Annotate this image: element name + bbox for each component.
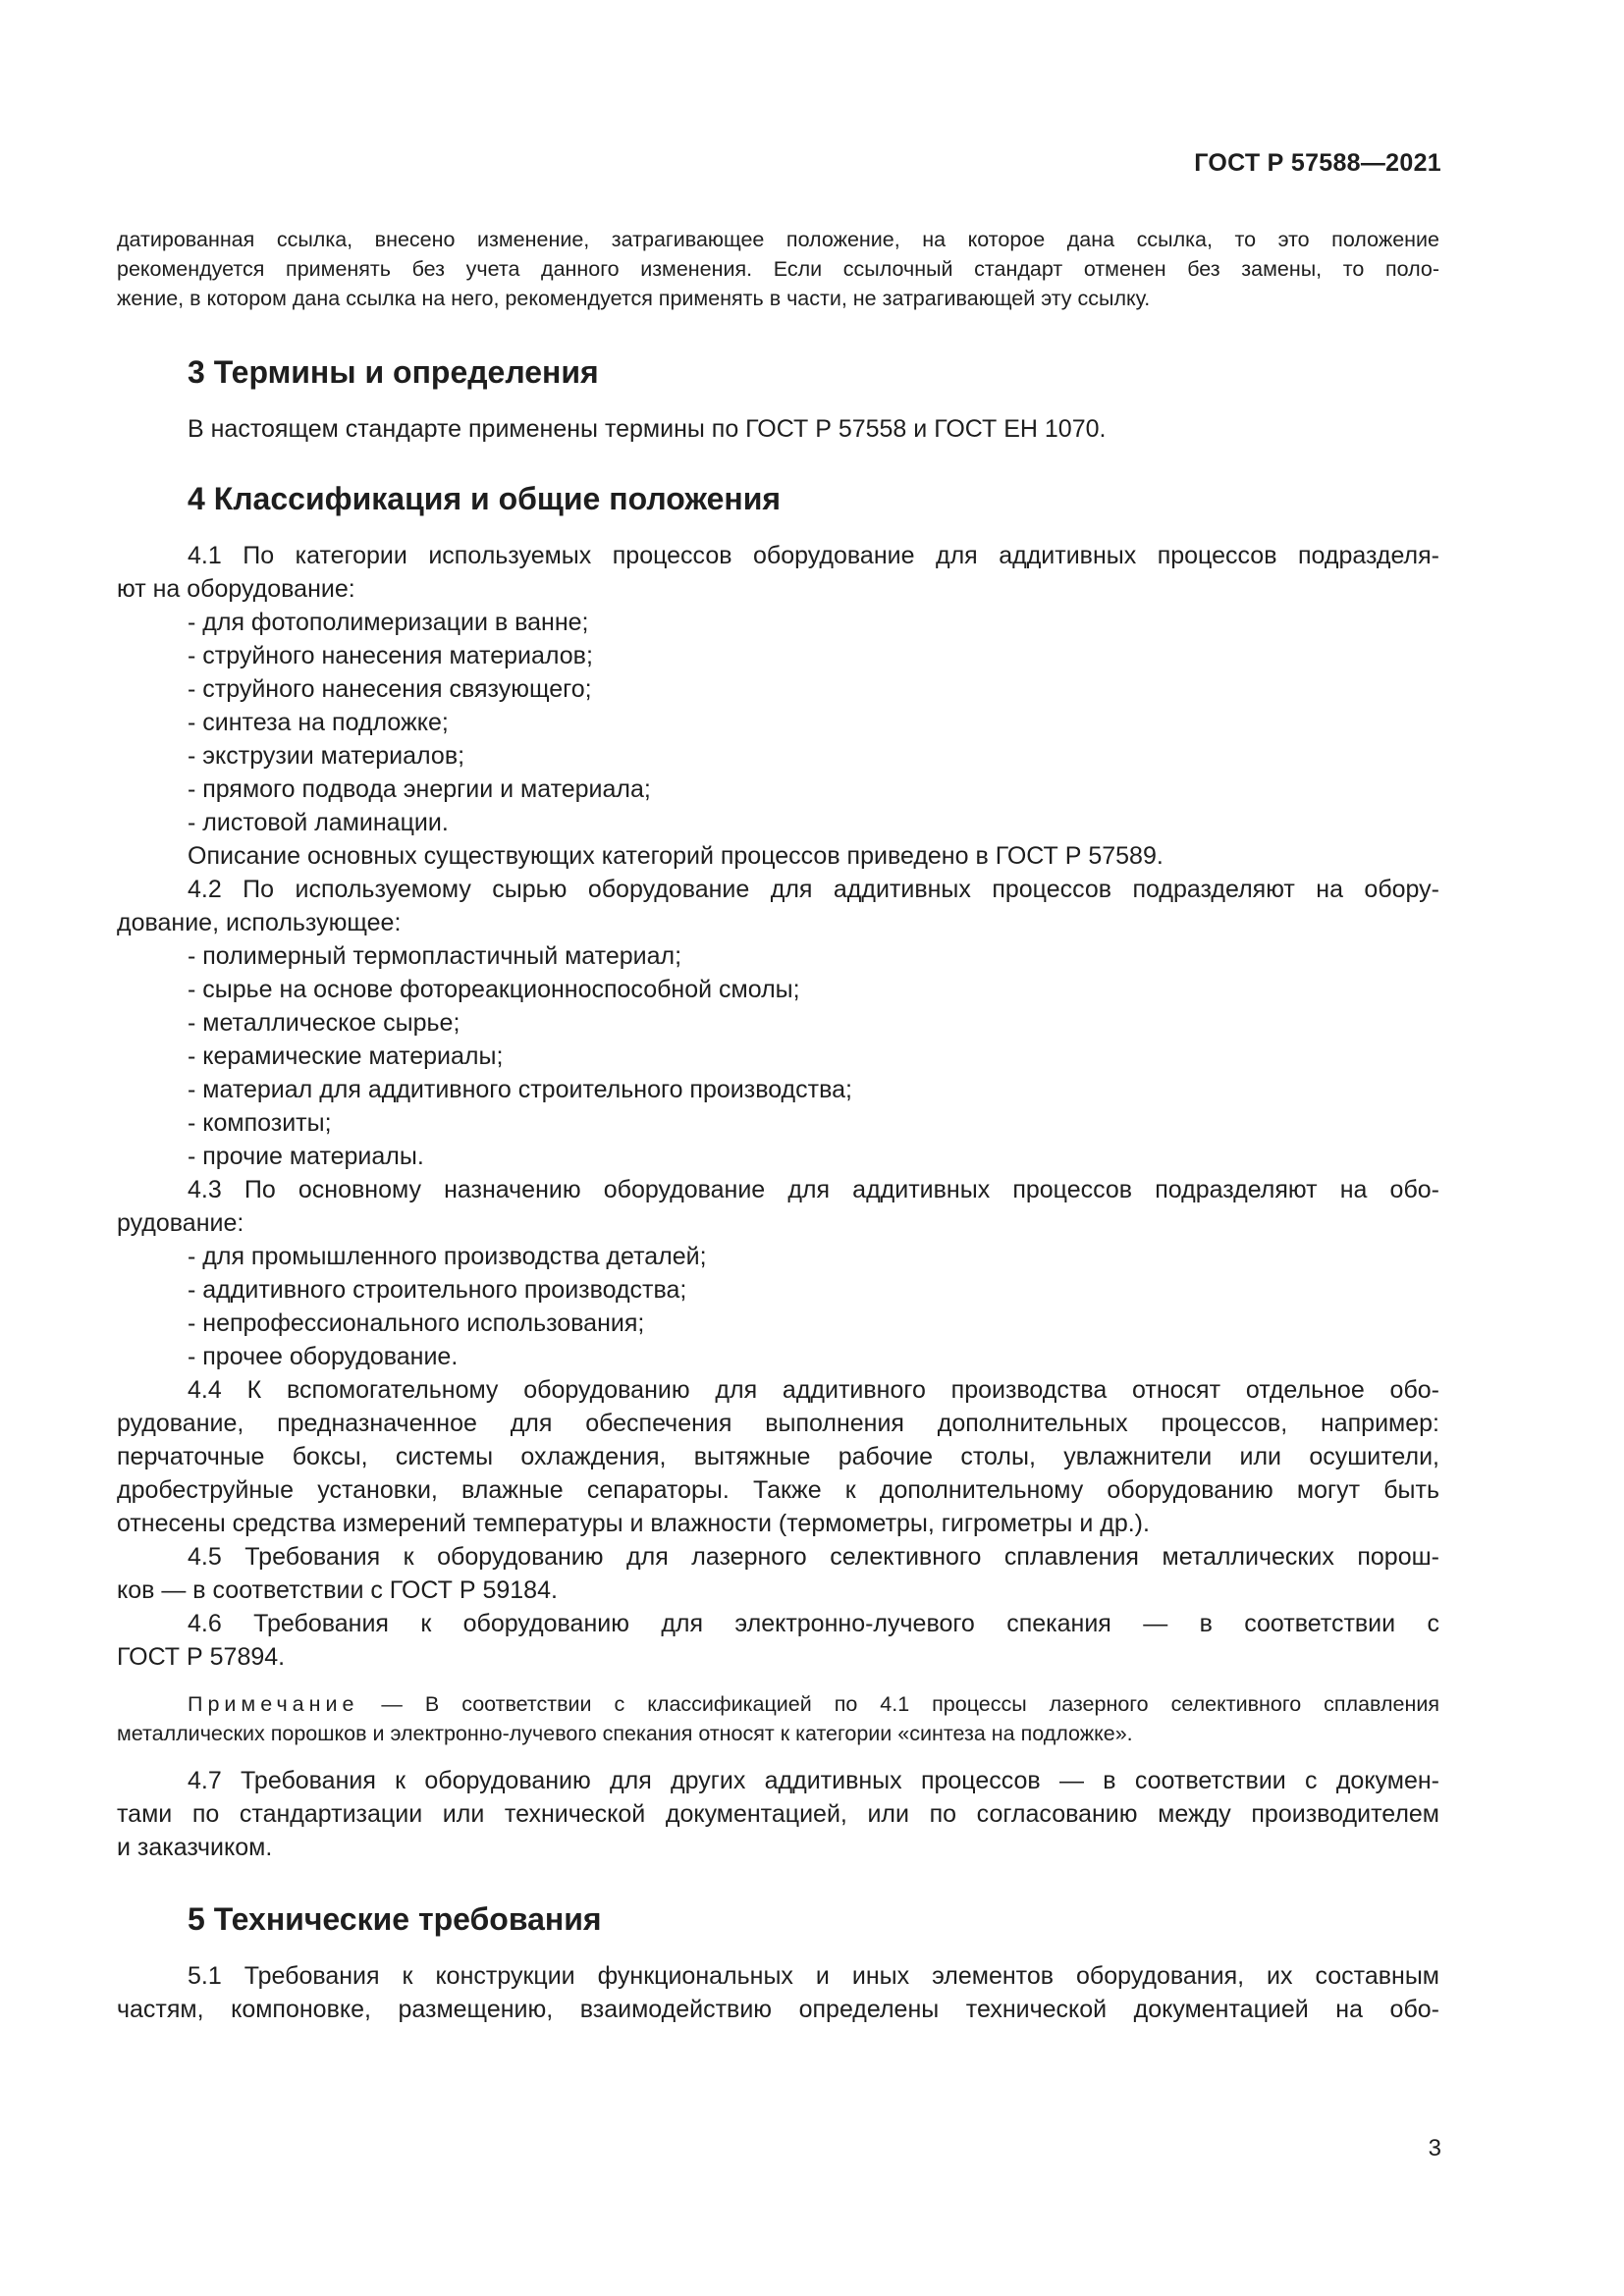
- list-item: - аддитивного строительного производства;: [188, 1276, 687, 1304]
- text-line: дробеструйные установки, влажные сепараторы. Также к дополнительному оборудованию могут быть: [117, 1476, 1439, 1504]
- paragraph-4-6: [117, 1607, 1439, 1674]
- text-line: 4.5 Требования к оборудованию для лазерного селективного сплавления металлических порош-: [188, 1543, 1439, 1571]
- section-3-text: В настоящем стандарте применены термины по ГОСТ Р 57558 и ГОСТ ЕН 1070.: [188, 415, 1107, 443]
- text-line: 4.7 Требования к оборудованию для других аддитивных процессов — в соответствии с докумен-: [188, 1767, 1439, 1794]
- list-item: - струйного нанесения материалов;: [188, 642, 593, 669]
- paragraph-5-1: [117, 1959, 1439, 2026]
- paragraph-4-1: [117, 539, 1439, 873]
- intro-paragraph: [117, 225, 1439, 313]
- list-item: - экструзии материалов;: [188, 742, 465, 770]
- list-item: - керамические материалы;: [188, 1042, 504, 1070]
- text-line: и заказчиком.: [117, 1834, 273, 1861]
- paragraph-4-5: [117, 1540, 1439, 1607]
- text-line: 4.6 Требования к оборудованию для электронно-лучевого спекания — в соответствии с: [188, 1610, 1439, 1637]
- page-content: [117, 225, 1439, 2026]
- note-text: — В соответствии с классификацией по 4.1 процессы лазерного селективного сплавления: [358, 1692, 1439, 1716]
- text-line: отнесены средства измерений температуры и влажности (термометры, гигрометры и др.).: [117, 1510, 1150, 1537]
- text-line: 4.1 По категории используемых процессов оборудование для аддитивных процессов подразделя-: [188, 542, 1439, 569]
- list-item: - прочее оборудование.: [188, 1343, 459, 1370]
- text-line: датированная ссылка, внесено изменение, затрагивающее положение, на которое дана ссылка, то это положение: [117, 228, 1439, 251]
- paragraph-4-7: [117, 1764, 1439, 1864]
- list-item: - прямого подвода энергии и материала;: [188, 775, 651, 803]
- note-label: Примечание: [188, 1692, 359, 1716]
- note-line: [117, 1689, 1439, 1719]
- list-item: - материал для аддитивного строительного производства;: [188, 1076, 852, 1103]
- text-line: Описание основных существующих категорий процессов приведено в ГОСТ Р 57589.: [188, 842, 1164, 870]
- text-line: рудование, предназначенное для обеспечения выполнения дополнительных процессов, например:: [117, 1410, 1439, 1437]
- text-line: рудование:: [117, 1209, 244, 1237]
- list-item: - листовой ламинации.: [188, 809, 449, 836]
- page-number: 3: [1428, 2135, 1441, 2162]
- text-line: ют на оборудование:: [117, 575, 355, 603]
- list-item: - непрофессионального использования;: [188, 1309, 645, 1337]
- section-heading-4: 4 Классификация и общие положения: [188, 481, 782, 516]
- list-item: - сырье на основе фотореакционноспособной смолы;: [188, 976, 800, 1003]
- document-code: ГОСТ Р 57588—2021: [1194, 149, 1441, 177]
- text-line: 4.4 К вспомогательному оборудованию для аддитивного производства относят отдельное обо-: [188, 1376, 1439, 1404]
- text-line: дование, использующее:: [117, 909, 402, 936]
- list-item: - металлическое сырье;: [188, 1009, 460, 1037]
- paragraph-4-2: [117, 873, 1439, 1173]
- text-line: ков — в соответствии с ГОСТ Р 59184.: [117, 1576, 558, 1604]
- text-line: перчаточные боксы, системы охлаждения, вытяжные рабочие столы, увлажнители или осушители,: [117, 1443, 1439, 1470]
- list-item: - полимерный термопластичный материал;: [188, 942, 682, 970]
- note: [117, 1689, 1439, 1748]
- text-line: 5.1 Требования к конструкции функциональных и иных элементов оборудования, их составным: [188, 1962, 1439, 1990]
- list-item: - струйного нанесения связующего;: [188, 675, 592, 703]
- section-heading-3: 3 Термины и определения: [188, 354, 599, 390]
- text-line: жение, в котором дана ссылка на него, рекомендуется применять в части, не затрагивающей эту ссылку.: [117, 287, 1151, 310]
- list-item: - композиты;: [188, 1109, 332, 1137]
- list-item: - синтеза на подложке;: [188, 709, 449, 736]
- text-line: ГОСТ Р 57894.: [117, 1643, 286, 1671]
- note-line: металлических порошков и электронно-лучевого спекания относят к категории «синтеза на подложке».: [117, 1722, 1133, 1745]
- paragraph-4-4: [117, 1373, 1439, 1540]
- text-line: 4.3 По основному назначению оборудование для аддитивных процессов подразделяют на обо-: [188, 1176, 1439, 1203]
- text-line: частям, компоновке, размещению, взаимодействию определены технической документацией на обо-: [117, 1996, 1439, 2023]
- list-item: - для промышленного производства деталей;: [188, 1243, 707, 1270]
- list-item: - для фотополимеризации в ванне;: [188, 609, 589, 636]
- text-line: рекомендуется применять без учета данного изменения. Если ссылочный стандарт отменен без замены, то поло-: [117, 257, 1439, 281]
- paragraph-4-3: [117, 1173, 1439, 1373]
- text-line: тами по стандартизации или технической документацией, или по согласованию между производителем: [117, 1800, 1439, 1828]
- section-heading-5: 5 Технические требования: [188, 1901, 602, 1937]
- list-item: - прочие материалы.: [188, 1143, 424, 1170]
- text-line: 4.2 По используемому сырью оборудование для аддитивных процессов подразделяют на обору-: [188, 876, 1439, 903]
